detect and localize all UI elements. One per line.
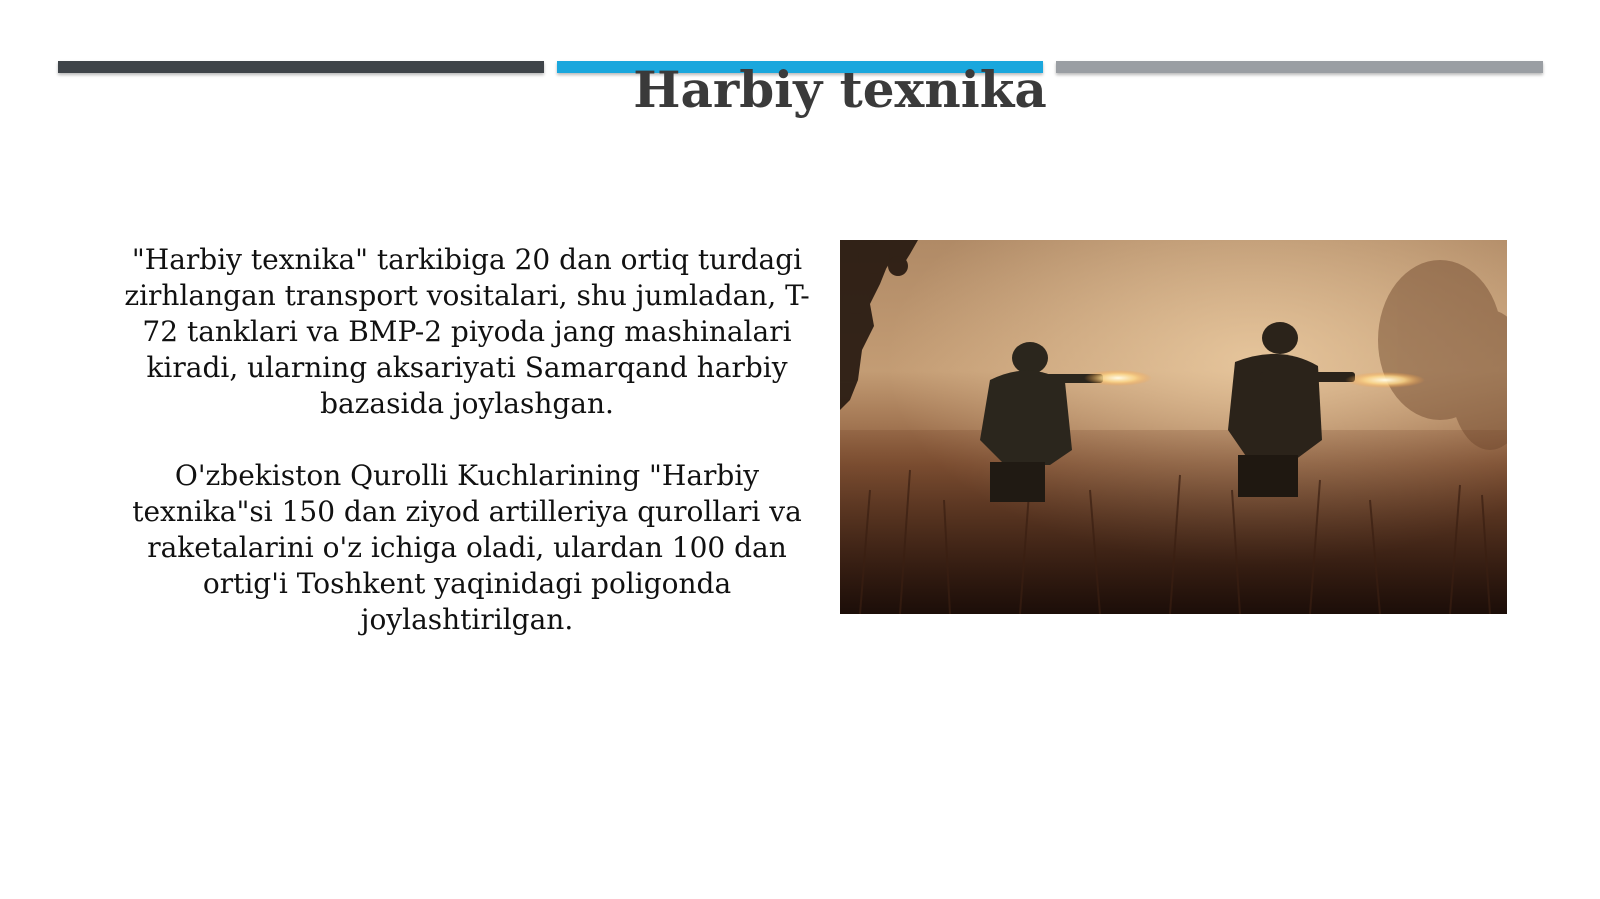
soldiers-photo-svg — [840, 240, 1507, 614]
paragraph-1: "Harbiy texnika" tarkibiga 20 dan ortiq turdagi zirhlangan transport vositalari, shu jumladan, T-72 tanklari va BMP-2 piyoda jang mashinalari kiradi, ularning aksariyati Samarqand harbiy bazasida joylashgan. — [124, 243, 810, 420]
soldiers-photo — [840, 240, 1507, 614]
body-text — [112, 242, 822, 674]
paragraph-2: O'zbekiston Qurolli Kuchlarining "Harbiy texnika"si 150 dan ziyod artilleriya qurollari va raketalarini o'z ichiga oladi, ulardan 100 dan ortig'i Toshkent yaqinidagi poligonda joylashtirilgan. — [132, 459, 802, 636]
slide-title: Harbiy texnika — [633, 60, 1047, 119]
